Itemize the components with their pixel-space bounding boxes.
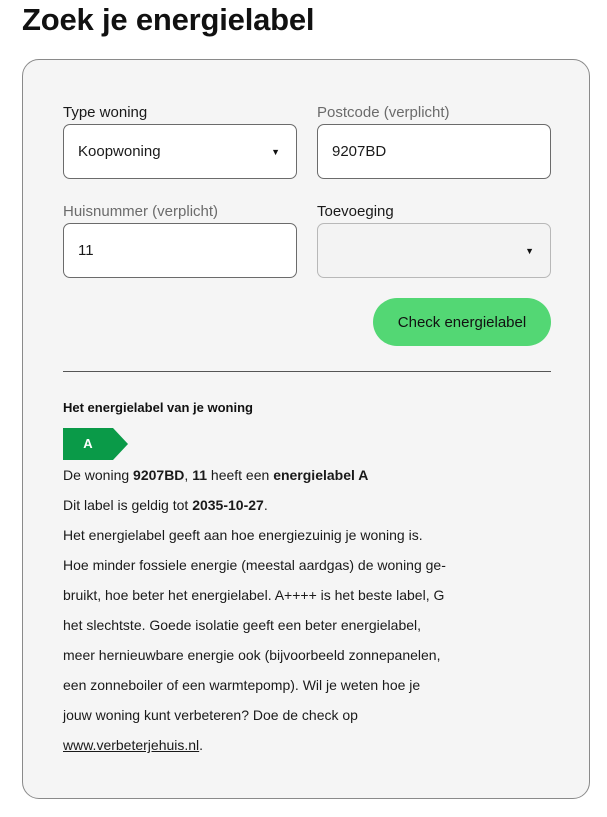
chevron-down-icon: ▼ [271, 146, 280, 157]
page-title: Zoek je energielabel [22, 2, 315, 37]
result-label-text: energielabel A [273, 467, 369, 483]
paragraph-line: jouw woning kunt verbeteren? Doe de check op [63, 707, 358, 723]
result-line1-middle: heeft een [207, 467, 274, 483]
result-number: 11 [192, 467, 208, 483]
result-line1-sep: , [184, 467, 193, 483]
paragraph-line: Het energielabel geeft aan hoe energiezuinig je woning is. [63, 527, 423, 543]
postcode-label: Postcode (verplicht) [317, 104, 450, 121]
type-woning-select[interactable] [63, 124, 297, 179]
paragraph-line: een zonneboiler of een warmtepomp). Wil je weten hoe je [63, 677, 421, 693]
result-postcode: 9207BD [133, 467, 185, 483]
result-heading: Het energielabel van je woning [63, 400, 253, 415]
paragraph-line: meer hernieuwbare energie ook (bijvoorbeeld zonnepanelen, [63, 647, 441, 663]
paragraph-link-line [63, 737, 203, 753]
type-woning-label: Type woning [63, 104, 148, 121]
validity-suffix: . [263, 497, 268, 513]
validity-prefix: Dit label is geldig tot [63, 497, 193, 513]
huisnummer-input[interactable] [63, 223, 297, 278]
energielabel-letter: A [83, 436, 93, 451]
postcode-value: 9207BD [332, 143, 387, 160]
energielabel-badge [63, 428, 129, 460]
verbeterjehuis-link[interactable]: www.verbeterjehuis.nl [63, 737, 200, 753]
result-line1-prefix: De woning [63, 467, 134, 483]
postcode-input[interactable] [317, 124, 551, 179]
paragraph-line: bruikt, hoe beter het energielabel. A++++ is het beste label, G [63, 587, 445, 603]
link-suffix: . [199, 737, 204, 753]
toevoeging-label: Toevoeging [317, 203, 394, 220]
result-line-validity [63, 497, 268, 513]
huisnummer-label: Huisnummer (verplicht) [63, 203, 219, 220]
paragraph-line: het slechtste. Goede isolatie geeft een beter energielabel, [63, 617, 422, 633]
huisnummer-value: 11 [78, 242, 94, 259]
divider [63, 371, 551, 372]
toevoeging-select[interactable] [317, 223, 551, 278]
validity-date: 2035-10-27 [192, 497, 264, 513]
paragraph-line: Hoe minder fossiele energie (meestal aardgas) de woning ge- [63, 557, 446, 573]
result-line-woning [63, 467, 368, 483]
type-woning-value: Koopwoning [78, 143, 161, 160]
check-energielabel-button[interactable]: Check energielabel [373, 298, 551, 346]
energielabel-search-card [22, 59, 590, 799]
chevron-down-icon: ▼ [525, 245, 534, 256]
